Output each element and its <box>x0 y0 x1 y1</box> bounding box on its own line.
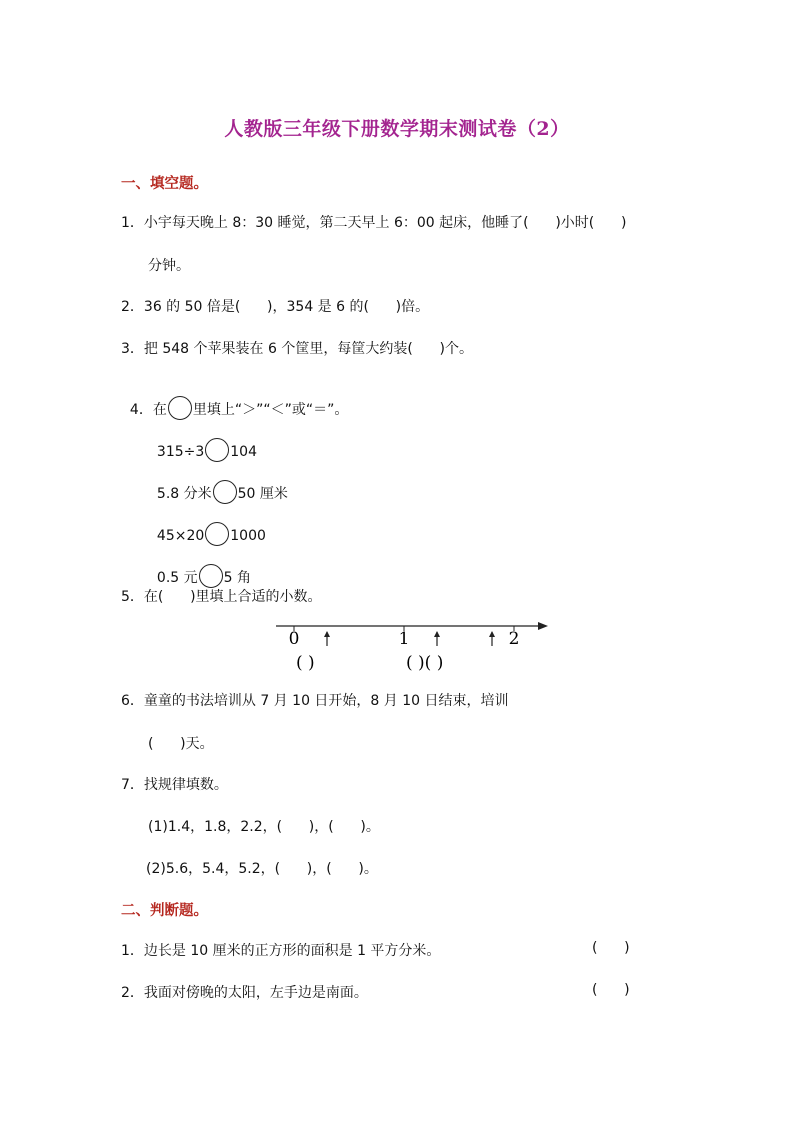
number-line-diagram <box>272 616 552 674</box>
compare-right: 1000 <box>230 528 266 544</box>
compare-right: 50 厘米 <box>237 486 288 502</box>
question-6-line-1: 6．童童的书法培训从 7 月 10 日开始，8 月 10 日结束，培训 <box>121 693 509 709</box>
compare-left: 5.8 分米 <box>156 486 212 502</box>
question-7: 7．找规律填数。 <box>121 777 228 793</box>
judge-answer-blank-2[interactable]: ( ) <box>592 982 630 998</box>
question-5: 5．在( )里填上合适的小数。 <box>121 589 322 605</box>
number-line-up-arrow-icon <box>434 631 440 646</box>
compare-left: 45×20 <box>156 528 205 544</box>
question-7-item-1: (1)1.4，1.8，2.2，( )，( )。 <box>148 819 380 835</box>
section-judge: 二、判断题。 <box>121 903 208 919</box>
question-3: 3．把 548 个苹果装在 6 个筐里，每筐大约装( )个。 <box>121 341 473 357</box>
compare-right: 104 <box>230 444 257 460</box>
section-fill-in: 一、填空题。 <box>121 176 208 192</box>
number-line-blank-1: ( ) <box>296 653 315 673</box>
compare-circle-icon[interactable] <box>205 522 229 546</box>
compare-item <box>148 464 288 504</box>
question-7-item-2: (2)5.6，5.4，5.2，( )，( )。 <box>146 861 378 877</box>
judge-question-2: 2．我面对傍晚的太阳，左手边是南面。 <box>121 985 368 1001</box>
question-6-line-2: ( )天。 <box>148 736 214 752</box>
compare-circle-icon[interactable] <box>205 438 229 462</box>
number-line-arrowhead-icon <box>538 622 548 630</box>
compare-circle-icon[interactable] <box>199 564 223 588</box>
question-4-prefix: 4．在 <box>129 402 167 418</box>
number-line-tick-label: 2 <box>508 629 520 649</box>
question-4-suffix: 里填上“＞”“＜”或“＝”。 <box>192 402 349 418</box>
number-line-up-arrow-icon <box>489 631 495 646</box>
compare-item <box>148 506 266 546</box>
compare-left: 315÷3 <box>156 444 205 460</box>
judge-question-1: 1．边长是 10 厘米的正方形的面积是 1 平方分米。 <box>121 943 441 959</box>
number-line-tick-label: 1 <box>398 629 410 649</box>
question-4 <box>121 380 348 420</box>
judge-answer-blank-1[interactable]: ( ) <box>592 940 630 956</box>
question-1-line-1: 1．小宇每天晚上 8：30 睡觉，第二天早上 6：00 起床，他睡了( )小时( ) <box>121 215 627 231</box>
compare-left: 0.5 元 <box>156 570 198 586</box>
compare-circle-icon[interactable] <box>213 480 237 504</box>
question-1-line-2: 分钟。 <box>148 258 190 274</box>
question-2: 2．36 的 50 倍是( )，354 是 6 的( )倍。 <box>121 299 430 315</box>
compare-right: 5 角 <box>223 570 251 586</box>
page-title: 人教版三年级下册数学期末测试卷（2） <box>224 118 570 140</box>
compare-item <box>148 422 257 462</box>
number-line-up-arrow-icon <box>324 631 330 646</box>
number-line-tick-label: 0 <box>288 629 300 649</box>
compare-circle-icon <box>168 396 192 420</box>
number-line-blank-2: ( )( ) <box>406 653 444 673</box>
compare-item <box>148 548 251 588</box>
